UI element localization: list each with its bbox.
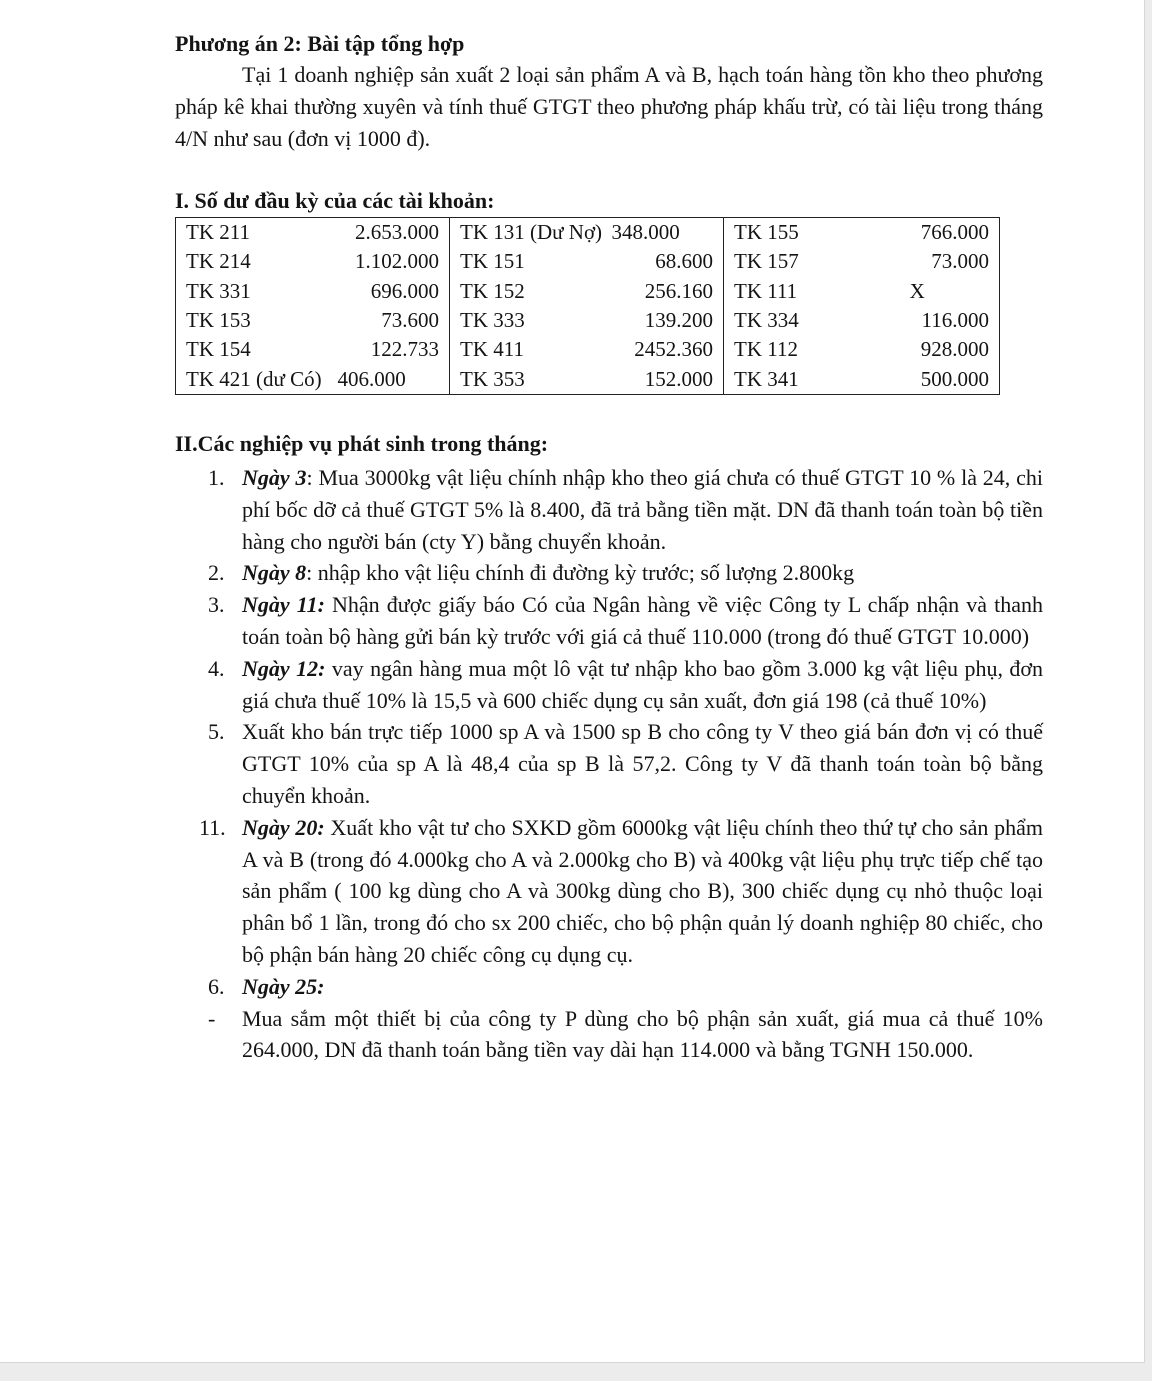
account-code: TK 155 xyxy=(734,220,799,245)
operation-item xyxy=(175,1003,1043,1067)
operation-number: 2. xyxy=(208,560,225,586)
account-code: TK 131 (Dư Nợ) xyxy=(460,220,603,245)
account-code: TK 331 xyxy=(186,278,251,303)
operation-item xyxy=(175,653,1043,717)
operation-number: 4. xyxy=(208,655,225,681)
account-code: TK 154 xyxy=(186,337,251,362)
account-code: TK 151 xyxy=(460,249,525,274)
account-balance: 928.000 xyxy=(920,337,989,362)
opening-balances-table xyxy=(175,217,1000,395)
operation-item xyxy=(175,812,1043,971)
account-balance: 766.000 xyxy=(920,220,989,245)
account-code: TK 211 xyxy=(186,220,250,245)
operation-item xyxy=(175,971,1043,1003)
balance-row xyxy=(176,277,1000,306)
operation-number: 11. xyxy=(199,814,226,840)
operation-text: Mua sắm một thiết bị của công ty P dùng cho bộ phận sản xuất, giá mua cả thuế 10% 264.000, DN đã thanh toán bằng tiền vay dài hạn 114.000 và bằng TGNH 150.000. xyxy=(242,1005,1043,1063)
balance-row xyxy=(176,218,1000,248)
operation-day: Ngày 11: xyxy=(242,592,325,618)
account-code: TK 152 xyxy=(460,278,525,303)
account-code: TK 353 xyxy=(460,366,525,391)
account-code: TK 111 xyxy=(734,278,798,303)
operation-day: Ngày 20: xyxy=(242,814,325,840)
operation-separator: : xyxy=(306,560,318,586)
operation-number: 3. xyxy=(208,592,225,618)
operation-item xyxy=(175,589,1043,653)
operation-day: Ngày 8 xyxy=(242,560,307,586)
balance-row xyxy=(176,335,1000,364)
account-balance: 1.102.000 xyxy=(338,247,450,276)
operation-text: vay ngân hàng mua một lô vật tư nhập kho bao gồm 3.000 kg vật liệu phụ, đơn giá chưa thuế 10% là 15,5 và 600 chiếc dụng cụ sản xuất, đơn giá 198 (cả thuế 10%) xyxy=(242,655,1044,713)
account-balance: 256.160 xyxy=(612,277,724,306)
account-code: TK 333 xyxy=(460,308,525,333)
operation-item xyxy=(175,557,1043,589)
account-balance: 2.653.000 xyxy=(338,218,450,248)
account-balance: X xyxy=(909,278,925,303)
account-balance: 500.000 xyxy=(920,366,989,391)
account-code: TK 334 xyxy=(734,308,799,333)
operations-list xyxy=(175,462,1043,1066)
account-code: TK 153 xyxy=(186,308,251,333)
balance-row xyxy=(176,364,1000,394)
account-balance: 406.000 xyxy=(338,364,450,394)
account-balance: 2452.360 xyxy=(612,335,724,364)
account-balance: 348.000 xyxy=(612,218,724,248)
account-balance: 696.000 xyxy=(338,277,450,306)
account-code: TK 112 xyxy=(734,337,798,362)
account-balance: 73.000 xyxy=(931,249,989,274)
account-balance: 116.000 xyxy=(921,308,989,333)
account-code: TK 157 xyxy=(734,249,799,274)
document-title: Phương án 2: Bài tập tổng hợp xyxy=(175,31,465,56)
operation-day: Ngày 25: xyxy=(242,973,325,999)
account-code: TK 214 xyxy=(186,249,251,274)
intro-paragraph: Tại 1 doanh nghiệp sản xuất 2 loại sản phẩm A và B, hạch toán hàng tồn kho theo phương pháp kê khai thường xuyên và tính thuế GTGT theo phương pháp khấu trừ, có tài liệu trong tháng 4/N như sau (đơn vị 1000 đ). xyxy=(175,62,1043,151)
account-balance: 73.600 xyxy=(338,306,450,335)
account-balance: 122.733 xyxy=(338,335,450,364)
account-balance: 139.200 xyxy=(612,306,724,335)
account-balance: 152.000 xyxy=(612,364,724,394)
operation-number: - xyxy=(208,1005,216,1031)
operation-day: Ngày 12: xyxy=(242,655,326,681)
balance-row xyxy=(176,247,1000,276)
operation-text: Mua 3000kg vật liệu chính nhập kho theo giá chưa có thuế GTGT 10 % là 24, chi phí bốc dỡ cả thuế GTGT 5% là 8.400, đã trả bằng tiền mặt. DN đã thanh toán toàn bộ tiền hàng cho người bán (cty Y) bằng chuyển khoản. xyxy=(242,465,1043,554)
operation-number: 5. xyxy=(208,719,225,745)
operation-text: nhập kho vật liệu chính đi đường kỳ trước; số lượng 2.800kg xyxy=(317,560,855,586)
operation-separator: : xyxy=(306,465,319,490)
operation-text: Xuất kho vật tư cho SXKD gồm 6000kg vật liệu chính theo thứ tự cho sản phẩm A và B (trong đó 4.000kg cho A và 2.000kg cho B) và 400kg vật liệu phụ trực tiếp chế tạo sản phẩm ( 100 kg dùng cho A và 300kg dùng cho B), 300 chiếc dụng cụ nhỏ thuộc loại phân bổ 1 lần, trong đó cho sx 200 chiếc, cho bộ phận quản lý doanh nghiệp 80 chiếc, cho bộ phận bán hàng 20 chiếc công cụ dụng cụ. xyxy=(242,814,1043,967)
account-code: TK 341 xyxy=(734,366,799,391)
operation-day: Ngày 3 xyxy=(242,465,307,490)
balance-row xyxy=(176,306,1000,335)
operation-separator xyxy=(325,592,332,617)
section-1-title: I. Số dư đầu kỳ của các tài khoản: xyxy=(175,188,495,213)
operation-number: 6. xyxy=(208,973,225,999)
account-code: TK 421 (dư Có) xyxy=(186,366,322,391)
account-code: TK 411 xyxy=(460,337,524,362)
section-2-title: II.Các nghiệp vụ phát sinh trong tháng: xyxy=(175,431,549,456)
operation-text: Xuất kho bán trực tiếp 1000 sp A và 1500 sp B cho công ty V theo giá bán đơn vị có thuế GTGT 10% của sp A là 48,4 của sp B là 57,2. Công ty V đã thanh toán toàn bộ bằng chuyển khoản. xyxy=(242,719,1043,808)
operation-text: Nhận được giấy báo Có của Ngân hàng về việc Công ty L chấp nhận và thanh toán toàn bộ hàng gửi bán kỳ trước với giá cả thuế 110.000 (trong đó thuế GTGT 10.000) xyxy=(242,592,1043,649)
operation-item xyxy=(175,462,1043,557)
account-balance: 68.600 xyxy=(612,247,724,276)
operation-item xyxy=(175,716,1043,811)
operation-number: 1. xyxy=(208,465,225,490)
